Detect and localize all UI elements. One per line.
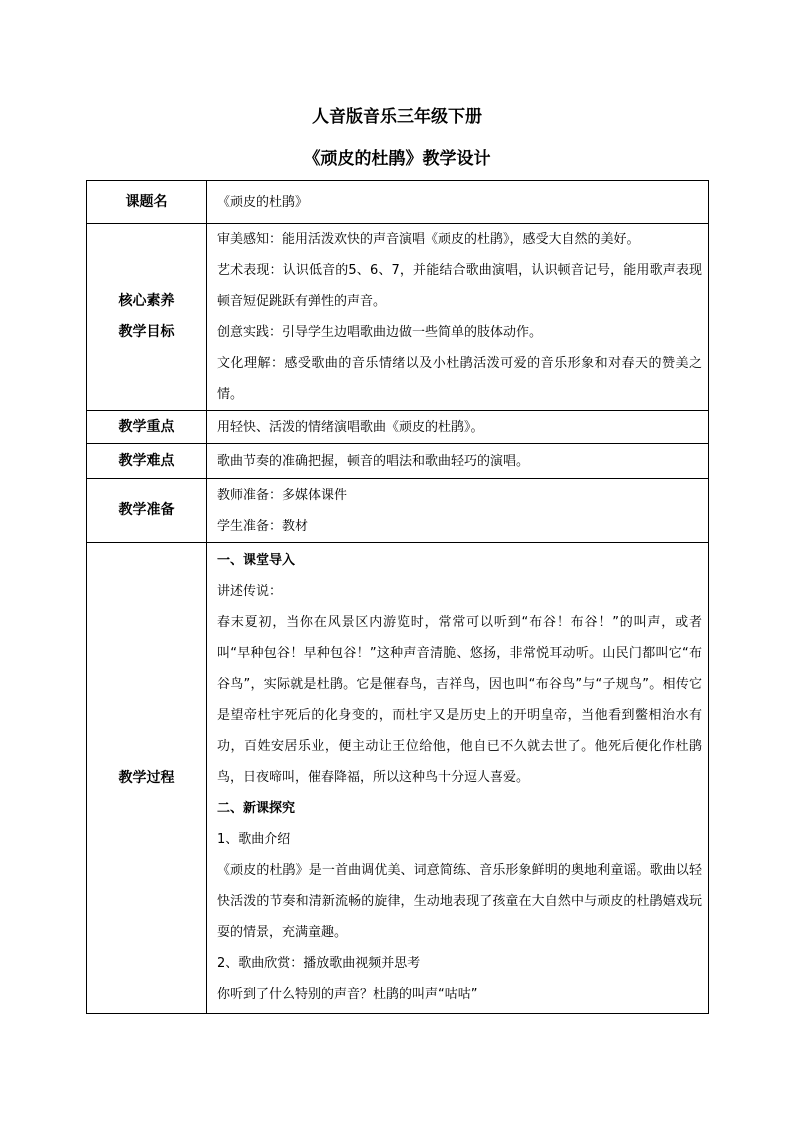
prep-student: 学生准备：教材	[217, 518, 309, 534]
label-preparation: 教学准备	[87, 479, 207, 543]
item-song-listen-text: 你听到了什么特别的声音？杜鹃的叫声“咕咕”	[217, 987, 478, 1002]
section-intro-text: 春末夏初，当你在风景区内游览时，常常可以听到“布谷！布谷！”的叫声，或者叫“早种包谷！早种包谷！”这种声音清脆、悠扬，非常悦耳动听。山民门都叫它“布谷鸟”，实际就是杜鹃。它是催春鸟，吉祥鸟，因也叫“布谷鸟”与“子规鸟”。相传它是望帝杜宇死后的化身变的，而杜宇又是历史上的开明皇帝，当他看到鳖相治水有功，百姓安居乐业，便主动让王位给他，他自已不久就去世了。他死后便化作杜鹃鸟，日夜啼叫，催春降福，所以这种鸟十分逗人喜爱。	[217, 615, 702, 785]
document-title: 人音版音乐三年级下册	[312, 107, 482, 127]
section-explore-title: 二、新课探究	[217, 801, 296, 816]
value-process	[207, 543, 709, 1014]
goal-expression: 艺术表现：认识低音的5、6、7，并能结合歌曲演唱，认识顿音记号，能用歌声表现顿音短促跳跃有弹性的声音。	[217, 263, 702, 309]
goal-culture: 文化理解：感受歌曲的音乐情绪以及小杜鹃活泼可爱的音乐形象和对春天的赞美之情。	[217, 356, 702, 402]
item-song-intro-title: 1、歌曲介绍	[217, 832, 291, 847]
label-goals-line1: 核心素养	[118, 293, 175, 309]
label-goals-line2: 教学目标	[118, 324, 175, 340]
table-row-difficulties	[87, 444, 709, 479]
value-preparation	[207, 479, 709, 543]
table-row-goals	[87, 224, 709, 411]
table-row-preparation	[87, 479, 709, 543]
document-subtitle: 《顽皮的杜鹃》教学设计	[303, 149, 491, 169]
table-row-key-points	[87, 411, 709, 444]
goal-creative: 创意实践：引导学生边唱歌曲边做一些简单的肢体动作。	[217, 325, 543, 340]
section-intro-title: 一、课堂导入	[217, 553, 296, 568]
label-topic: 课题名	[87, 181, 207, 224]
label-goals	[87, 224, 207, 411]
table-row-process	[87, 543, 709, 1014]
prep-teacher: 教师准备：多媒体课件	[217, 487, 348, 503]
label-process: 教学过程	[87, 543, 207, 1014]
value-difficulties: 歌曲节奏的准确把握，顿音的唱法和歌曲轻巧的演唱。	[207, 444, 709, 479]
lesson-plan-table	[86, 180, 709, 1014]
section-intro-lead: 讲述传说：	[217, 584, 283, 599]
goal-aesthetic: 审美感知：能用活泼欢快的声音演唱《顽皮的杜鹃》，感受大自然的美好。	[217, 232, 640, 247]
table-row-topic	[87, 181, 709, 224]
value-goals	[207, 224, 709, 411]
value-key-points: 用轻快、活泼的情绪演唱歌曲《顽皮的杜鹃》。	[207, 411, 709, 444]
label-key-points: 教学重点	[87, 411, 207, 444]
label-difficulties: 教学难点	[87, 444, 207, 479]
value-topic: 《顽皮的杜鹃》	[207, 181, 709, 224]
item-song-intro-text: 《顽皮的杜鹃》是一首曲调优美、词意简练、音乐形象鲜明的奥地利童谣。歌曲以轻快活泼的节奏和清新流畅的旋律，生动地表现了孩童在大自然中与顽皮的杜鹃嬉戏玩耍的情景，充满童趣。	[217, 863, 702, 940]
item-song-listen-title: 2、歌曲欣赏：播放歌曲视频并思考	[217, 956, 421, 971]
